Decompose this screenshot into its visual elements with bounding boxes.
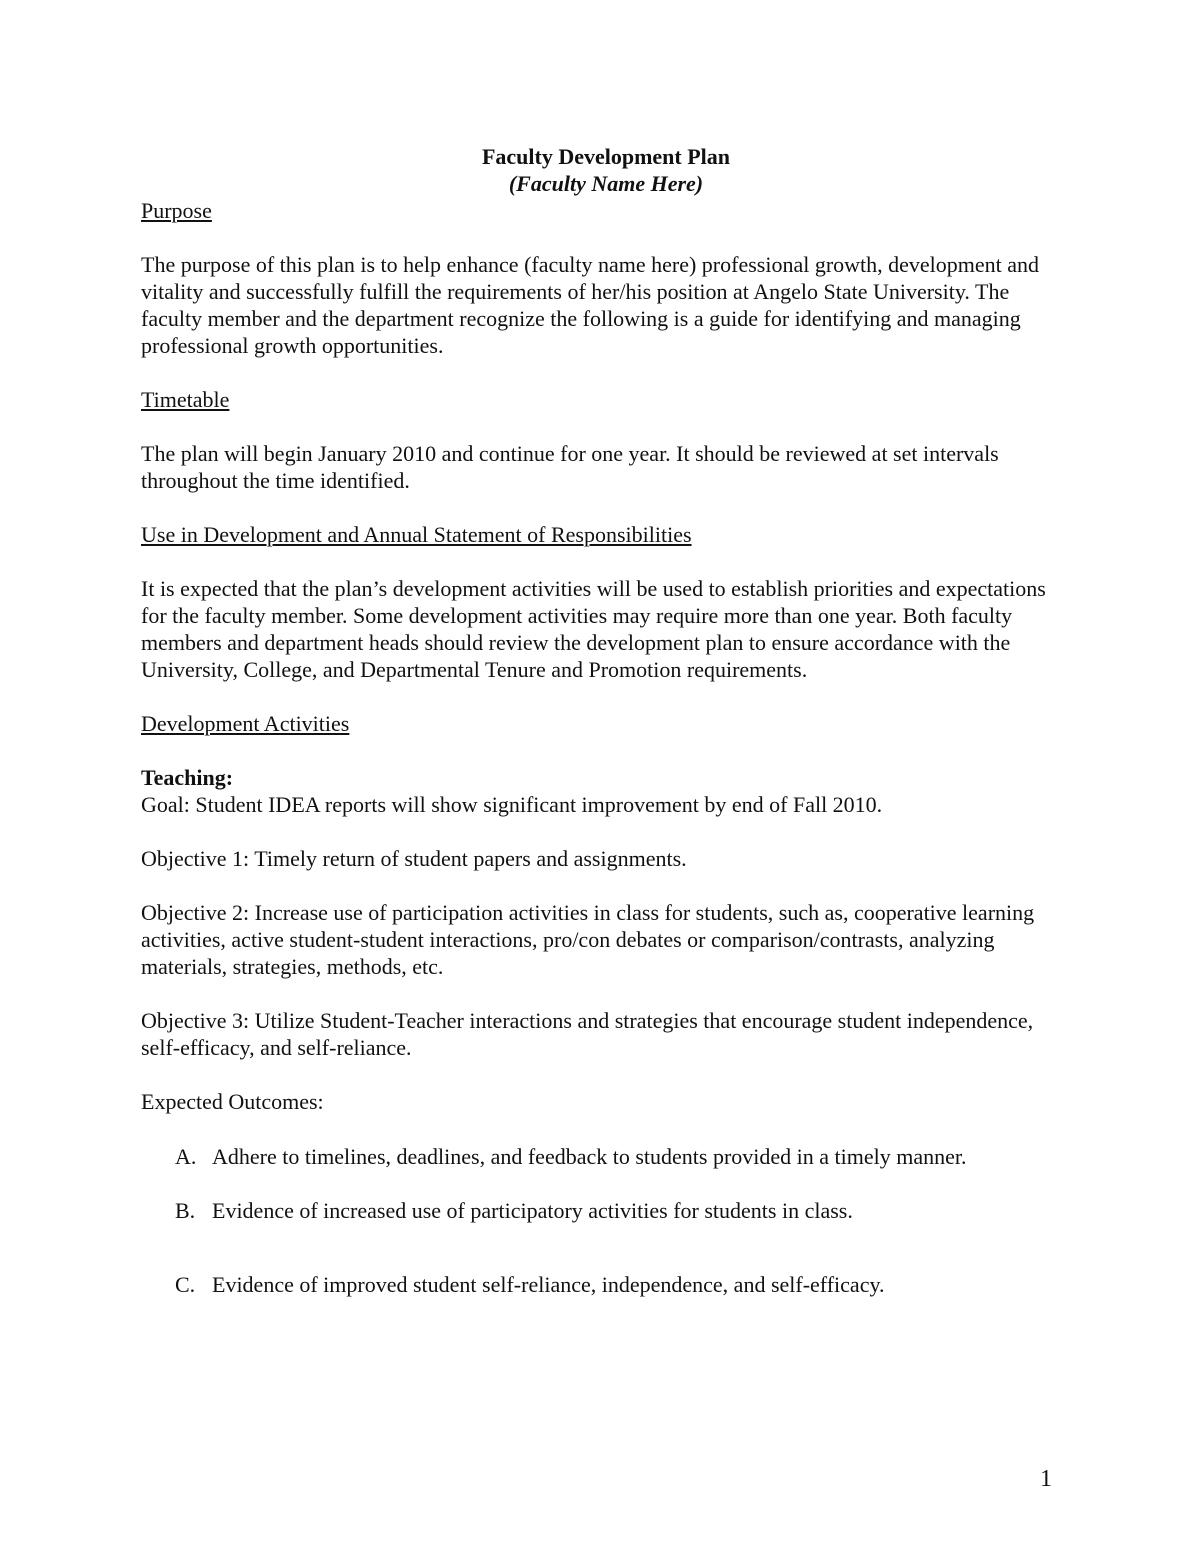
outcome-text: Evidence of increased use of participatory activities for students in class. <box>212 1198 853 1223</box>
outcome-text: Adhere to timelines, deadlines, and feedback to students provided in a timely manner. <box>212 1144 967 1169</box>
document-subtitle: (Faculty Name Here) <box>508 171 704 196</box>
outcome-text: Evidence of improved student self-reliance, independence, and self-efficacy. <box>212 1272 885 1297</box>
timetable-body: The plan will begin January 2010 and continue for one year. It should be reviewed at set intervals throughout the time identified. <box>141 441 999 493</box>
teaching-goal: Goal: Student IDEA reports will show significant improvement by end of Fall 2010. <box>141 792 883 817</box>
use-in-development-heading: Use in Development and Annual Statement of Responsibilities <box>141 522 692 547</box>
outcome-marker: B. <box>175 1198 196 1223</box>
outcome-item <box>141 1271 1071 1298</box>
use-in-development-body: It is expected that the plan’s development activities will be used to establish priorities and expectations for the faculty member. Some development activities may require more than one year. Both faculty members and department heads should review the development plan to ensure accordance with the University, College, and Departmental Tenure and Promotion requirements. <box>141 576 1046 682</box>
objective-3: Objective 3: Utilize Student-Teacher interactions and strategies that encourage student independence, self-efficacy, and self-reliance. <box>141 1008 1034 1060</box>
expected-outcomes-label: Expected Outcomes: <box>141 1089 324 1114</box>
timetable-heading: Timetable <box>141 387 230 412</box>
document-title: Faculty Development Plan <box>481 144 731 169</box>
teaching-label: Teaching: <box>141 765 234 790</box>
outcome-item <box>141 1197 1071 1224</box>
objective-1: Objective 1: Timely return of student papers and assignments. <box>141 846 687 871</box>
page-number: 1 <box>1040 1466 1052 1492</box>
outcome-item <box>141 1143 1071 1170</box>
purpose-heading: Purpose <box>141 198 212 223</box>
development-activities-heading: Development Activities <box>141 711 350 736</box>
outcome-marker: C. <box>175 1272 196 1297</box>
page-content <box>141 143 1071 1298</box>
purpose-body: The purpose of this plan is to help enhance (faculty name here) professional growth, development and vitality and successfully fulfill the requirements of her/his position at Angelo State University. The faculty member and the department recognize the following is a guide for identifying and managing professional growth opportunities. <box>141 252 1040 358</box>
outcome-marker: A. <box>175 1144 197 1169</box>
objective-2: Objective 2: Increase use of participation activities in class for students, such as, cooperative learning activities, active student-student interactions, pro/con debates or comparison/contrasts, analyzing materials, strategies, methods, etc. <box>141 900 1035 979</box>
expected-outcomes-list <box>141 1143 1071 1298</box>
